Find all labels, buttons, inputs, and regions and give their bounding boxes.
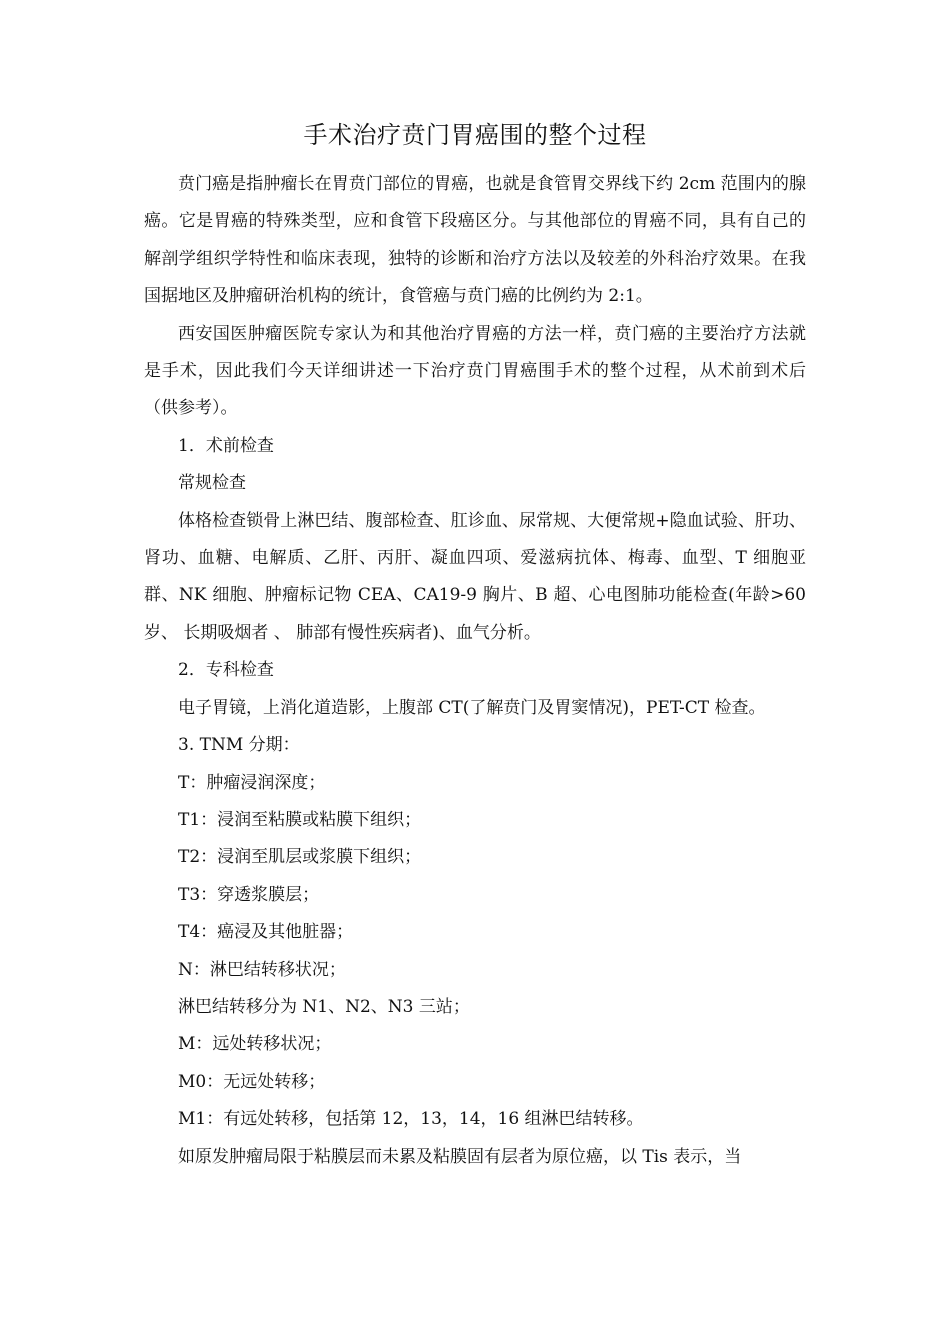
section-1-heading: 1．术前检查	[178, 435, 274, 456]
section-2-body: 电子胃镜，上消化道造影，上腹部 CT(了解贲门及胃窦情况)，PET-CT 检查。	[178, 697, 766, 718]
tnm-line: M：远处转移状况；	[178, 1034, 332, 1055]
tnm-line: 淋巴结转移分为 N1、N2、N3 三站；	[178, 996, 470, 1017]
tnm-line: N：淋巴结转移状况；	[178, 959, 346, 980]
tnm-line: M0：无远处转移；	[178, 1071, 326, 1092]
tnm-line: T4：癌浸及其他脏器；	[178, 922, 354, 943]
intro-paragraph: 贲门癌是指肿瘤长在胃贲门部位的胃癌，也就是食管胃交界线下约 2cm 范围内的腺癌。它是胃癌的特殊类型，应和食管下段癌区分。与其他部位的胃癌不同，具有自己的解剖学组织学特性和临床表现，独特的诊断和治疗方法以及较差的外科治疗效果。在我国据地区及肿瘤研治机构的统计，食管癌与贲门癌的比例约为 2:1。	[144, 174, 806, 307]
section-3-heading: 3. TNM 分期：	[178, 735, 300, 756]
section-1-subheading: 常规检查	[178, 473, 246, 494]
tnm-line: M1：有远处转移，包括第 12，13，14，16 组淋巴结转移。	[178, 1109, 644, 1130]
tnm-line: T3：穿透浆膜层；	[178, 884, 320, 905]
tnm-line: T1：浸润至粘膜或粘膜下组织；	[178, 809, 422, 830]
tnm-line: T2：浸润至肌层或浆膜下组织；	[178, 847, 422, 868]
tnm-line: T：肿瘤浸润深度；	[178, 772, 326, 793]
closing-paragraph: 如原发肿瘤局限于粘膜层而未累及粘膜固有层者为原位癌，以 Tis 表示，当	[178, 1146, 742, 1167]
section-2-heading: 2．专科检查	[178, 660, 274, 681]
section-1-body: 体格检查锁骨上淋巴结、腹部检查、肛诊血、尿常规、大便常规+隐血试验、肝功、肾功、血糖、电解质、乙肝、丙肝、凝血四项、爱滋病抗体、梅毒、血型、T 细胞亚群、NK 细胞、肿瘤标记物 CEA、CA19-9 胸片、B 超、心电图肺功能检查(年龄>60 岁、 长期吸烟者 、 肺部有慢性疾病者)、血气分析。	[144, 510, 806, 643]
treatment-paragraph: 西安国医肿瘤医院专家认为和其他治疗胃癌的方法一样，贲门癌的主要治疗方法就是手术，因此我们今天详细讲述一下治疗贲门胃癌围手术的整个过程，从术前到术后（供参考）。	[144, 323, 806, 419]
document-title: 手术治疗贲门胃癌围的整个过程	[303, 121, 647, 149]
document-page	[144, 118, 806, 1176]
